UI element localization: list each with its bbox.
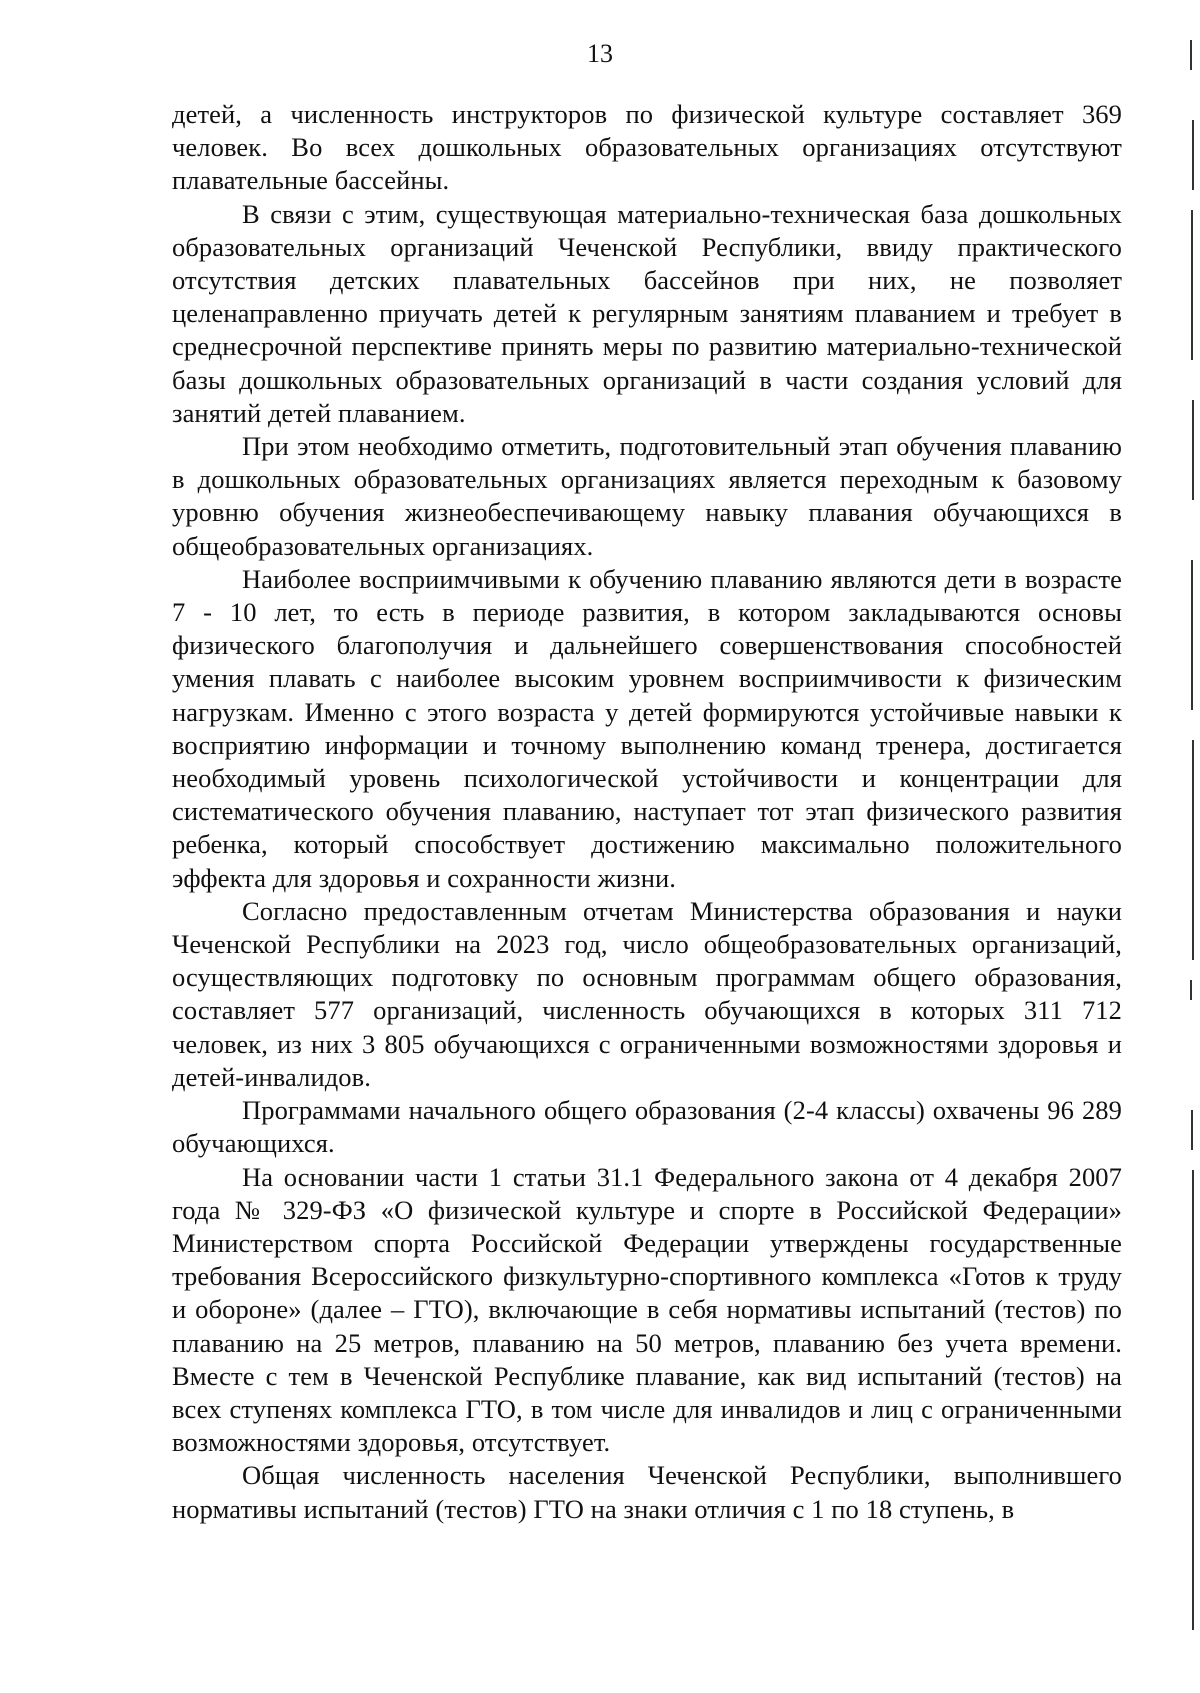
page-number: 13 <box>587 39 613 68</box>
paragraph-7: На основании части 1 статьи 31.1 Федерального закона от 4 декабря 2007 года № 329-ФЗ «О физической культуре и спорте в Российской Федерации» Министерством спорта Российской Федерации утверждены государственные требования Всероссийского физкультурно-спортивного комплекса «Готов к труду и обороне» (далее – ГТО), включающие в себя нормативы испытаний (тестов) по плаванию на 25 метров, плаванию на 50 метров, плаванию без учета времени. Вместе с тем в Чеченской Республике плавание, как вид испытаний (тестов) на всех ступенях комплекса ГТО, в том числе для инвалидов и лиц с ограниченными возможностями здоровья, отсутствует. <box>172 1161 1122 1458</box>
scan-edge-mark <box>1192 740 1194 960</box>
paragraph-5: Согласно предоставленным отчетам Министерства образования и науки Чеченской Республики на 2023 год, число общеобразовательных организаций, осуществляющих подготовку по основным программам общего образования, составляет 577 организаций, численность обучающихся в которых 311 712 человек, из них 3 805 обучающихся с ограниченными возможностями здоровья и детей-инвалидов. <box>172 895 1122 1092</box>
paragraph-1: детей, а численность инструкторов по физической культуре составляет 369 человек. Во всех дошкольных образовательных организациях отсутствуют плавательные бассейны. <box>172 99 1122 196</box>
paragraph-3: При этом необходимо отметить, подготовительный этап обучения плаванию в дошкольных образовательных организациях является переходным к базовому уровню обучения жизнеобеспечивающему навыку плавания обучающихся в общеобразовательных организациях. <box>172 431 1122 561</box>
scan-edge-mark <box>1192 120 1194 190</box>
paragraph-8: Общая численность населения Чеченской Республики, выполнившего нормативы испытаний (тестов) ГТО на знаки отличия с 1 по 18 ступень, в <box>172 1460 1122 1524</box>
paragraph-4: Наиболее восприимчивыми к обучению плаванию являются дети в возрасте 7 - 10 лет, то есть в периоде развития, в котором закладываются основы физического благополучия и дальнейшего совершенствования способностей умения плавать с наиболее высоким уровнем восприимчивости к физическим нагрузкам. Именно с этого возраста у детей формируются устойчивые навыки к восприятию информации и точному выполнению команд тренера, достигается необходимый уровень психологической устойчивости и концентрации для систематического обучения плаванию, наступает тот этап физического развития ребенка, который способствует достижению максимально положительного эффекта для здоровья и сохранности жизни. <box>172 563 1122 893</box>
scan-edge-mark <box>1190 40 1192 70</box>
paragraph-6: Программами начального общего образования (2-4 классы) охвачены 96 289 обучающихся. <box>172 1095 1122 1159</box>
paragraph-2: В связи с этим, существующая материально-техническая база дошкольных образовательных организаций Чеченской Республики, ввиду практического отсутствия детских плавательных бассейнов при них, не позволяет целенаправленно приучать детей к регулярным занятиям плаванием и требует в среднесрочной перспективе принять меры по развитию материально-технической базы дошкольных образовательных организаций в части создания условий для занятий детей плаванием. <box>172 198 1122 428</box>
scan-edge-mark <box>1191 1110 1193 1150</box>
document-body <box>172 98 1122 1526</box>
scan-edge-mark <box>1192 1170 1194 1630</box>
scan-edge-mark <box>1192 400 1194 500</box>
scan-edge-mark <box>1191 210 1193 360</box>
scan-edge-mark <box>1190 980 1192 1000</box>
scan-edge-mark <box>1191 560 1193 710</box>
